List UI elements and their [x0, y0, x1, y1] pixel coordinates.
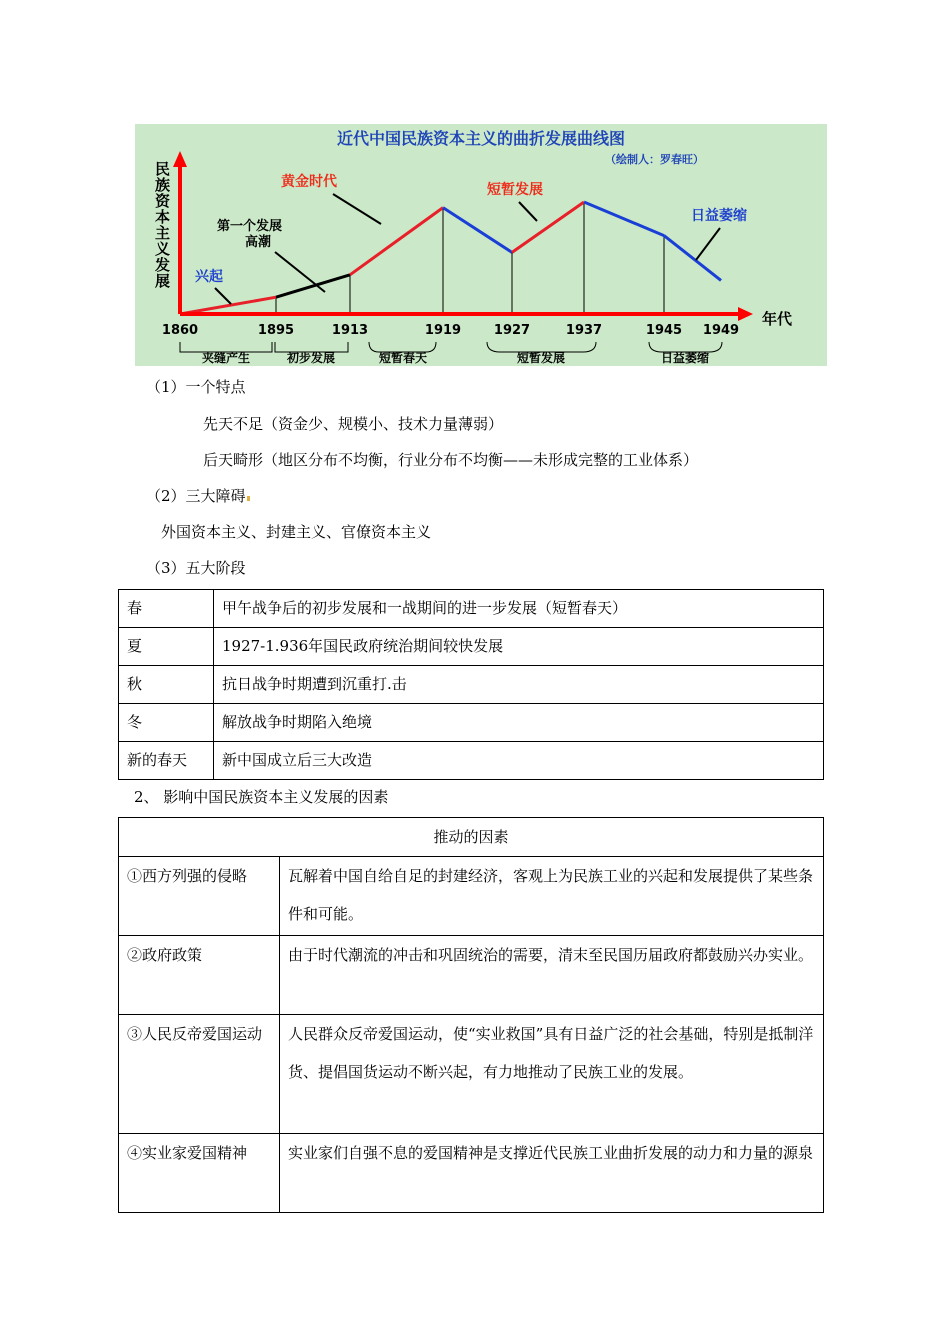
y-label-char: 资	[155, 192, 171, 210]
x-tick-label-1927: 1927	[493, 323, 531, 338]
period-label-3: 短暂春天	[378, 351, 428, 365]
factor-name: ③人民反帝爱国运动	[119, 1015, 280, 1134]
annotation-brief-development: 短暂发展	[487, 182, 543, 198]
stage-desc: 抗日战争时期遭到沉重打.击	[214, 666, 824, 704]
x-tick-label-1895: 1895	[257, 323, 295, 338]
table-row	[119, 590, 824, 628]
period-label-4: 短暂发展	[516, 351, 566, 365]
x-axis-arrow	[738, 307, 753, 321]
stage-name: 春	[119, 590, 214, 628]
stage-desc: 解放战争时期陷入绝境	[214, 704, 824, 742]
table-row	[119, 704, 824, 742]
period-label-1: 夹缝产生	[201, 351, 251, 365]
y-label-char: 义	[155, 240, 171, 258]
section1-line2: 后天畸形（地区分布不均衡，行业分布不均衡——未形成完整的工业体系）	[203, 451, 699, 469]
factor-desc: 实业家们自强不息的爱国精神是支撑近代民族工业曲折发展的动力和力量的源泉	[280, 1134, 824, 1213]
series-segment-1927-1937	[512, 202, 584, 252]
chart-y-label	[154, 160, 171, 290]
table-row	[119, 1015, 824, 1134]
chart-subtitle: （绘制人：罗春旺）	[605, 153, 704, 166]
factor-name: ①西方列强的侵略	[119, 857, 280, 936]
factor-desc: 人民群众反帝爱国运动，使“实业救国”具有日益广泛的社会基础，特别是抵制洋货、提倡国货运动不断兴起，有力地推动了民族工业的发展。	[280, 1015, 824, 1134]
stages-table	[118, 589, 824, 780]
chart-title: 近代中国民族资本主义的曲折发展曲线图	[336, 129, 626, 148]
table-row	[119, 857, 824, 936]
stage-desc: 甲午战争后的初步发展和一战期间的进一步发展（短暂春天）	[214, 590, 824, 628]
y-label-char: 主	[155, 224, 171, 242]
annotation-golden-age: 黄金时代	[281, 174, 337, 190]
annotation-first-wave	[217, 218, 287, 250]
stage-desc: 1927-1.936年国民政府统治期间较快发展	[214, 628, 824, 666]
stage-desc: 新中国成立后三大改造	[214, 742, 824, 780]
section2-heading-wrap	[146, 485, 250, 506]
stage-name: 冬	[119, 704, 214, 742]
table-row	[119, 666, 824, 704]
annotation-rise-pointer	[215, 288, 231, 304]
x-tick-label-1937: 1937	[565, 323, 603, 338]
stage-name: 新的春天	[119, 742, 214, 780]
section1-heading: （1）一个特点	[146, 378, 246, 396]
annotation-golden-age-pointer	[333, 194, 381, 224]
stage-name: 秋	[119, 666, 214, 704]
section2-line1: 外国资本主义、封建主义、官僚资本主义	[161, 523, 432, 541]
y-label-char: 展	[155, 272, 171, 290]
series-segment-1913-1919	[350, 208, 443, 275]
annotation-first-wave-line2: 高潮	[245, 235, 272, 250]
factor-name: ④实业家爱国精神	[119, 1134, 280, 1213]
factors-table	[118, 817, 824, 1213]
section2-heading: （2）三大障碍	[146, 487, 246, 505]
table-row	[119, 628, 824, 666]
annotation-rise: 兴起	[195, 269, 223, 285]
y-axis-arrow	[173, 151, 187, 167]
annotation-shrinking-pointer	[696, 228, 720, 260]
series-segment-1945-1949	[664, 236, 721, 281]
tick-layer	[162, 323, 739, 338]
chart-svg	[135, 124, 827, 366]
table-row	[119, 742, 824, 780]
series-segment-1937-1945	[584, 202, 664, 236]
x-tick-label-1945: 1945	[645, 323, 683, 338]
development-curve-chart	[135, 124, 827, 366]
table-row	[119, 1134, 824, 1213]
annotation-first-wave-line1: 第一个发展	[217, 219, 283, 234]
section3-heading: （3）五大阶段	[146, 559, 246, 577]
factors-table-header: 推动的因素	[119, 818, 824, 857]
chart-x-label: 年代	[762, 310, 793, 328]
table-header-row	[119, 818, 824, 857]
factor-desc: 瓦解着中国自给自足的封建经济，客观上为民族工业的兴起和发展提供了某些条件和可能。	[280, 857, 824, 936]
y-label-char: 发	[155, 256, 171, 274]
period-label-2: 初步发展	[286, 351, 336, 365]
y-label-char: 本	[155, 208, 171, 226]
x-tick-label-1919: 1919	[424, 323, 462, 338]
period-label-5: 日益萎缩	[660, 351, 710, 365]
annotation-brief-development-pointer	[519, 202, 537, 221]
factor-desc: 由于时代潮流的冲击和巩固统治的需要，清末至民国历届政府都鼓励兴办实业。	[280, 936, 824, 1015]
factor-name: ②政府政策	[119, 936, 280, 1015]
section4-heading: 2、 影响中国民族资本主义发展的因素	[134, 788, 389, 806]
section1-line1: 先天不足（资金少、规模小、技术力量薄弱）	[203, 415, 504, 433]
table-row	[119, 936, 824, 1015]
x-tick-label-1913: 1913	[331, 323, 369, 338]
y-label-char: 族	[155, 176, 171, 194]
x-tick-label-1860: 1860	[161, 323, 199, 338]
series-segment-1895-1913	[276, 275, 350, 297]
annotation-shrinking: 日益萎缩	[691, 208, 747, 224]
series-segment-1919-1927	[443, 208, 512, 253]
text-cursor-mark	[247, 496, 250, 501]
stage-name: 夏	[119, 628, 214, 666]
y-label-char: 民	[155, 160, 171, 178]
x-tick-label-1949: 1949	[702, 323, 740, 338]
annotation-first-wave-pointer	[275, 252, 325, 292]
